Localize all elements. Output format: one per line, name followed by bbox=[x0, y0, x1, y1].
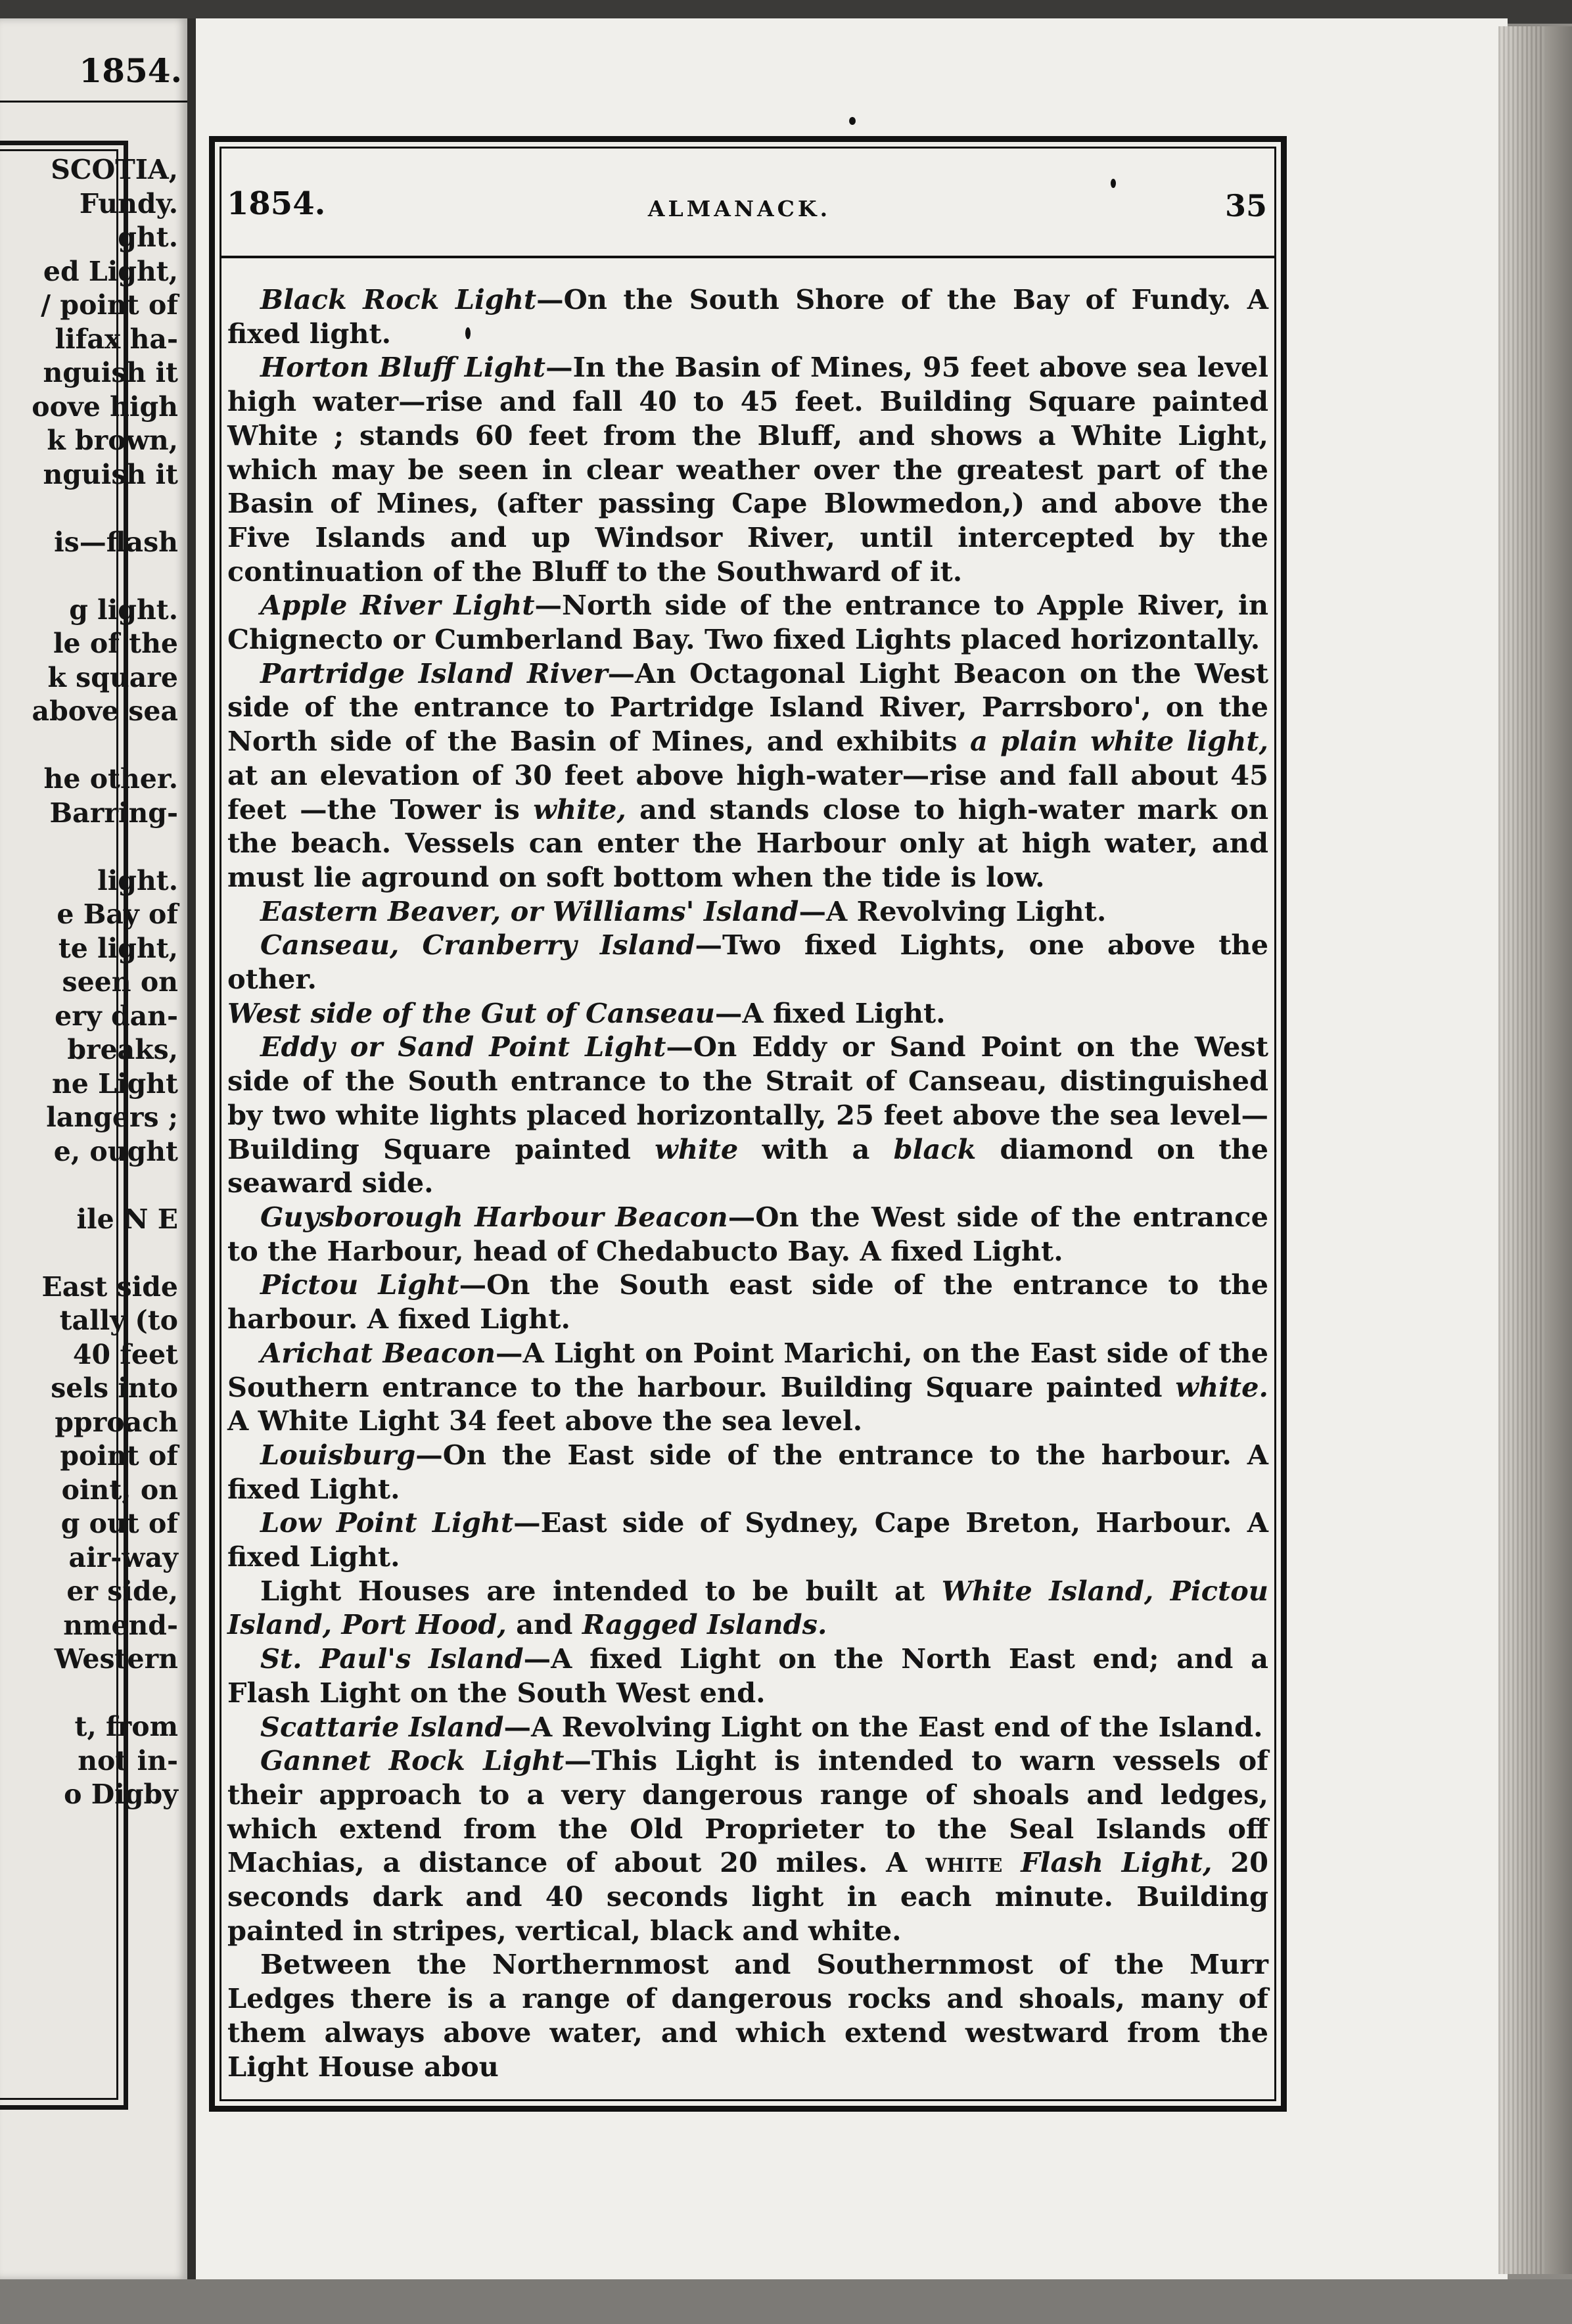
page-edges bbox=[1498, 26, 1572, 2274]
entry-partridge-island: Partridge Island River—An Octagonal Light Beacon on the West side of the entrance to Partridge Island River, Parrsboro', on the North side of the Basin of Mines, and exhibits a plain white light, at an elevation of 30 feet above high-water—rise and fall about 45 feet —the Tower is white, and stands close to high-water mark on the beach. Vessels can enter the Harbour only at high water, and must lie aground on soft bottom when the tide is low. bbox=[227, 657, 1269, 893]
entry-eastern-beaver: Eastern Beaver, or Williams' Island—A Revolving Light. bbox=[260, 895, 1107, 927]
entry-guysborough: Guysborough Harbour Beacon—On the West side of the entrance to the Harbour, head of Chedabucto Bay. A fixed Light. bbox=[227, 1200, 1268, 1267]
left-page-line: light. bbox=[97, 864, 178, 896]
entry-arichat: Arichat Beacon—A Light on Point Marichi, on the East side of the Southern entrance to the harbour. Building Square painted white. A White Light 34 feet above the sea level. bbox=[227, 1336, 1268, 1437]
entry-name: Low Point Light bbox=[260, 1506, 514, 1539]
left-page-line: not in- bbox=[78, 1744, 178, 1777]
left-page-line: ne Light bbox=[52, 1067, 178, 1100]
left-page-line: nmend- bbox=[63, 1609, 178, 1641]
header-year: 1854. bbox=[227, 185, 326, 222]
left-page-line: nguish it bbox=[43, 458, 178, 490]
entry-name: Gannet Rock Light bbox=[260, 1744, 565, 1777]
left-page-line: Western bbox=[54, 1643, 178, 1675]
entry-st-pauls: St. Paul's Island—A fixed Light on the North East end; and a Flash Light on the South West end. bbox=[227, 1642, 1268, 1709]
left-page-line: e Bay of bbox=[57, 898, 178, 930]
left-page-line: above sea bbox=[32, 695, 178, 727]
entry-name: St. Paul's Island bbox=[260, 1642, 524, 1675]
left-page-line: point of bbox=[60, 1440, 178, 1472]
left-page-line: pproach bbox=[55, 1406, 178, 1438]
left-page-line: East side bbox=[41, 1270, 178, 1303]
left-page-line bbox=[0, 492, 178, 526]
entry-horton-bluff: Horton Bluff Light—In the Basin of Mines, 95 feet above sea level high water—rise and fall 40 to 45 feet. Building Square painted White ; stands 60 feet from the Bluff, and shows a White Light, which may be seen in clear weather over the greatest part of the Basin of Mines, (after passing Cape Blowmedon,) and above the Five Islands and up Windsor River, until intercepted by the continuation of the Bluff to the Southward of it. bbox=[227, 351, 1268, 588]
entry-name: Scattarie Island bbox=[260, 1710, 504, 1743]
entry-name: West side of the Gut of Canseau bbox=[227, 996, 715, 1029]
left-page-line: nguish it bbox=[43, 357, 178, 388]
left-page-line: he other. bbox=[43, 763, 178, 795]
left-page-line: 40 feet bbox=[72, 1338, 178, 1370]
left-page-line: o Digby bbox=[64, 1778, 178, 1810]
left-page-line: lifax ha- bbox=[55, 323, 178, 355]
left-page-line: oint, on bbox=[61, 1474, 178, 1506]
left-page-line: er side, bbox=[66, 1575, 178, 1607]
entry-murr-ledges: Between the Northernmost and Southernmost of the Murr Ledges there is a range of dangerous rocks and shoals, many of them always above water, and which extend westward from the Light House abou bbox=[227, 1948, 1268, 2083]
entry-pictou: Pictou Light—On the South east side of the entrance to the harbour. A fixed Light. bbox=[227, 1268, 1268, 1336]
left-page-year: 1854. bbox=[79, 51, 182, 90]
header-rule bbox=[221, 256, 1275, 258]
left-page-line bbox=[0, 1169, 178, 1203]
ink-speck bbox=[1111, 179, 1116, 188]
left-page-line: k brown, bbox=[47, 425, 178, 456]
left-page-line: SCOTIA, bbox=[51, 154, 178, 185]
entry-black-rock: Black Rock Light—On the South Shore of the Bay of Fundy. A fixed light. bbox=[227, 283, 1268, 350]
entry-apple-river: Apple River Light—North side of the entrance to Apple River, in Chignecto or Cumberland Bay. Two fixed Lights placed horizontally. bbox=[227, 589, 1268, 656]
lighthouse-list bbox=[227, 283, 1268, 2083]
left-page-line: ile N E bbox=[76, 1203, 178, 1235]
left-page-line: air-way bbox=[68, 1541, 178, 1573]
entry-name: Guysborough Harbour Beacon bbox=[260, 1200, 728, 1233]
left-page bbox=[0, 18, 187, 2279]
scan-bottom-edge bbox=[0, 2279, 1572, 2324]
entry-gut-of-canseau: West side of the Gut of Canseau—A fixed Light. bbox=[227, 996, 946, 1029]
left-page-line: is—flash bbox=[54, 526, 178, 558]
left-page-line bbox=[0, 559, 178, 593]
left-page-line bbox=[0, 729, 178, 763]
left-page-line: e, ought bbox=[53, 1135, 178, 1167]
left-page-line: oove high bbox=[32, 390, 178, 423]
left-header-rule bbox=[0, 101, 187, 103]
left-page-line: breaks, bbox=[67, 1034, 178, 1065]
left-page-line: tally (to bbox=[59, 1305, 178, 1336]
running-title: ALMANACK. bbox=[647, 196, 831, 221]
left-page-line bbox=[0, 830, 178, 864]
entry-name: Eddy or Sand Point Light bbox=[260, 1031, 666, 1063]
entry-canseau-cranberry: Canseau, Cranberry Island—Two fixed Lights, one above the other. bbox=[227, 929, 1268, 996]
left-page-line: ed Light, bbox=[43, 255, 178, 287]
entry-name: Horton Bluff Light bbox=[260, 351, 546, 384]
left-page-line: seen on bbox=[62, 966, 178, 998]
page-number: 35 bbox=[1224, 188, 1267, 223]
entry-name: Louisburg bbox=[260, 1438, 416, 1471]
entry-gannet-rock: Gannet Rock Light—This Light is intended to warn vessels of their approach to a very dangerous range of shoals and ledges, which extend from the Old Proprieter to the Seal Islands off Machias, a distance of about 20 miles. A white Flash Light, 20 seconds dark and 40 seconds light in each minute. Building painted in stripes, vertical, black and white. bbox=[227, 1744, 1268, 1947]
left-page-line: te light, bbox=[58, 932, 178, 964]
entry-name: Pictou Light bbox=[260, 1268, 459, 1301]
left-page-line: le of the bbox=[53, 628, 178, 659]
left-page-line: Fundy. bbox=[79, 187, 178, 220]
left-page-line: sels into bbox=[51, 1372, 178, 1404]
entry-name: Canseau, Cranberry Island bbox=[260, 929, 695, 962]
left-page-line: Barring- bbox=[49, 797, 178, 829]
left-page-line: ght. bbox=[118, 221, 178, 253]
entry-name: Arichat Beacon bbox=[260, 1336, 496, 1369]
left-page-line: langers ; bbox=[46, 1102, 178, 1133]
entry-name: Black Rock Light bbox=[260, 283, 537, 315]
entry-name: Eastern Beaver, or Williams' Island bbox=[260, 895, 799, 927]
entry-name: Apple River Light bbox=[260, 589, 535, 622]
left-page-line bbox=[0, 1677, 178, 1711]
left-page-line: t, from bbox=[74, 1711, 178, 1742]
left-page-line: g out of bbox=[60, 1508, 178, 1539]
ink-speck bbox=[849, 117, 856, 125]
left-page-line: g light. bbox=[69, 593, 178, 626]
left-page-line bbox=[0, 1236, 178, 1270]
left-page-line: / point of bbox=[41, 289, 178, 321]
left-page-line: k square bbox=[47, 661, 178, 693]
left-page-text bbox=[0, 153, 178, 1812]
entry-scattarie: Scattarie Island—A Revolving Light on the East end of the Island. bbox=[260, 1710, 1263, 1743]
entry-eddy-point: Eddy or Sand Point Light—On Eddy or Sand Point on the West side of the South entrance to the Strait of Canseau, distinguished by two white lights placed horizontally, 25 feet above the sea level—Building Square painted white with a black diamond on the seaward side. bbox=[227, 1031, 1268, 1199]
entry-louisburg: Louisburg—On the East side of the entrance to the harbour. A fixed Light. bbox=[227, 1438, 1268, 1505]
entry-low-point: Low Point Light—East side of Sydney, Cape Breton, Harbour. A fixed Light. bbox=[227, 1506, 1269, 1573]
entry-planned-lights: Light Houses are intended to be built at White Island, Pictou Island, Port Hood, and Ragged Islands. bbox=[227, 1574, 1268, 1641]
entry-name: Partridge Island River bbox=[260, 657, 608, 689]
left-page-line: ery dan- bbox=[55, 1000, 178, 1032]
